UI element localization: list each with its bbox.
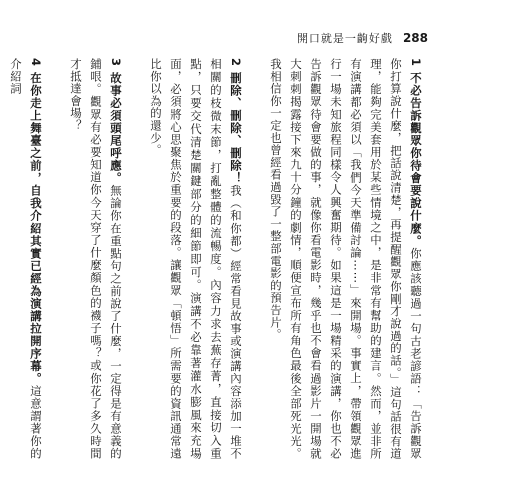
page-number: 288 (402, 31, 428, 45)
paragraph-heading: 4 在你走上舞臺之前，自我介紹其實已經為演講拉開序幕。 (29, 58, 43, 386)
paragraph-heading: 1 不必告訴觀眾你待會要說什麼。 (409, 58, 423, 248)
paragraph-4 (6, 58, 46, 460)
paragraph-3 (66, 58, 126, 460)
paragraph-text: 無論你在重點句之前說了什麼，一定得是有意義的鋪哏。觀眾有必要知道你今天穿了什麼顏色的襪子嗎？或你花了多久時間才抵達會場？ (69, 58, 123, 460)
paragraph-2 (146, 58, 246, 460)
paragraph-1 (266, 58, 426, 460)
running-title: 開口就是一齣好戲 (296, 32, 393, 45)
paragraph-text: 你應該聽過一句古老諺語：「告訴觀眾你打算說什麼，把話說清楚，再提醒觀眾你剛才說過的話。」這句話很有道理，能夠完美套用於某些情境之中，是非常有幫助的建言。然而，並非所有演講都必須以「我們今天準備討論⋯⋯」來開場。事實上，帶領觀眾進行一場未知旅程同樣令人興奮期待。如果這是一場精采的演講，你也不必告訴觀眾待會要做的事，就像你看電影時，幾乎也不會看過影片一開場就大刺刺揭露接下來九十分鐘的劇情，順便宣布所有角色最後全部死光光。我相信你一定也曾經看過毀了一整部電影的預告片。 (269, 58, 423, 460)
paragraph-text: 這意謂著你的介紹詞 (9, 58, 43, 460)
paragraph-heading: 3 故事必須頭尾呼應。 (109, 58, 123, 185)
paragraph-heading: 2 刪除、刪除、刪除！ (229, 58, 243, 185)
paragraph-text: 我（和你都）經常看見故事或演講內容添加一堆不相關的枝微末節，打亂整體的流暢度。內容力求去蕪存菁，直接切入重點，只要交代清楚關鍵部分的細節即可。演講不必靠著灌水膨風來充場面，必須將心思聚焦於重要的段落。讓觀眾「頓悟」所需要的資訊通常遠比你以為的還少。 (149, 58, 243, 460)
page-body (9, 58, 426, 460)
page-header (297, 30, 428, 46)
